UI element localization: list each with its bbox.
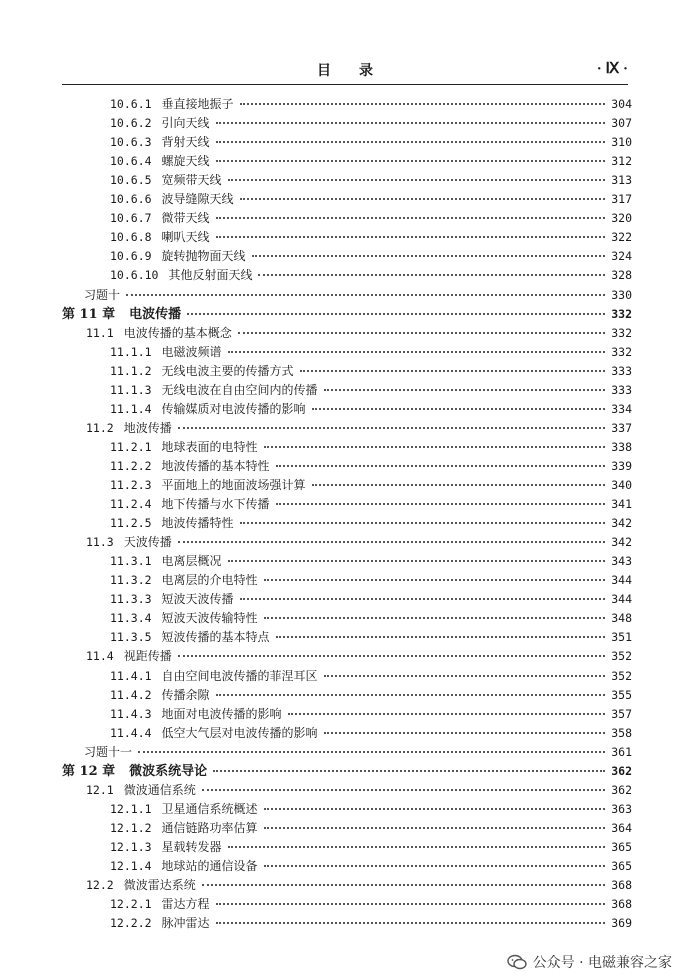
- entry-number: 10.6.8: [110, 230, 152, 245]
- dot-leader: [228, 179, 606, 181]
- entry-title: 地波传播的基本特性: [161, 458, 270, 473]
- entry-title: 短波传播的基本特点: [161, 630, 270, 645]
- watermark-text: 公众号 · 电磁兼容之家: [532, 955, 672, 971]
- dot-leader: [288, 713, 606, 715]
- subsection-entry[interactable]: [110, 114, 632, 132]
- entry-number: 12.1.3: [110, 839, 152, 854]
- dot-leader: [276, 503, 606, 505]
- subsection-entry[interactable]: [110, 247, 632, 265]
- entry-number: 10.6.10: [110, 268, 159, 283]
- page-title: 目 录: [317, 63, 373, 79]
- entry-title: 地波传播特性: [161, 516, 234, 531]
- dot-leader: [238, 332, 606, 334]
- entry-number: 11.2.2: [110, 458, 152, 473]
- dot-leader: [228, 560, 606, 562]
- entry-title: 卫星通信系统概述: [161, 801, 258, 816]
- entry-title: 无线电波主要的传播方式: [161, 363, 294, 378]
- entry-page: 334: [611, 401, 632, 416]
- dot-leader: [178, 655, 606, 657]
- entry-page: 317: [611, 192, 632, 207]
- entry-title: 地下传播与水下传播: [161, 497, 270, 512]
- dot-leader: [216, 236, 606, 238]
- entry-page: 322: [611, 230, 632, 245]
- entry-number: 11.2.1: [110, 439, 152, 454]
- entry-title: 背射天线: [161, 135, 210, 150]
- dot-leader: [276, 636, 606, 638]
- entry-number: 11.4: [86, 649, 114, 664]
- header-rule: [62, 84, 628, 85]
- entry-title: 低空大气层对电波传播的影响: [161, 725, 318, 740]
- entry-title: 螺旋天线: [161, 154, 210, 169]
- entry-page: 368: [611, 878, 632, 893]
- subsection-entry[interactable]: [110, 400, 632, 418]
- entry-page: 363: [611, 801, 632, 816]
- entry-number: 10.6.5: [110, 173, 152, 188]
- chapter-entry[interactable]: [62, 762, 632, 781]
- entry-number: 12.2.2: [110, 916, 152, 931]
- entry-number: 11.4.1: [110, 668, 152, 683]
- dot-leader: [216, 122, 606, 124]
- entry-page: 320: [611, 211, 632, 226]
- subsection-entry[interactable]: [110, 171, 632, 189]
- entry-number: 11.2.4: [110, 497, 152, 512]
- entry-title: 电离层的介电特性: [161, 573, 258, 588]
- entry-page: 310: [611, 135, 632, 150]
- entry-title: 雷达方程: [161, 897, 210, 912]
- entry-page: 312: [611, 154, 632, 169]
- entry-title: 喇叭天线: [161, 230, 210, 245]
- section-entry[interactable]: [86, 419, 632, 437]
- subsection-entry[interactable]: [110, 152, 632, 170]
- dot-leader: [216, 160, 606, 162]
- entry-number: 12.2: [86, 878, 114, 893]
- entry-page: 330: [611, 287, 632, 302]
- entry-page: 365: [611, 839, 632, 854]
- subsection-entry[interactable]: [110, 609, 632, 627]
- dot-leader: [300, 370, 606, 372]
- subsection-entry[interactable]: [110, 705, 632, 723]
- dot-leader: [324, 389, 606, 391]
- section-entry[interactable]: [86, 876, 632, 894]
- subsection-entry[interactable]: [110, 209, 632, 227]
- entry-number: 11.1.3: [110, 382, 152, 397]
- chapter-entry[interactable]: [62, 305, 632, 324]
- entry-page: 369: [611, 916, 632, 931]
- subsection-entry[interactable]: [110, 476, 632, 494]
- entry-title: 宽频带天线: [161, 173, 222, 188]
- entry-title: 微波通信系统: [123, 782, 196, 797]
- dot-leader: [202, 789, 606, 791]
- dot-leader: [228, 846, 606, 848]
- dot-leader: [138, 751, 605, 753]
- dot-leader: [264, 827, 606, 829]
- dot-leader: [264, 446, 606, 448]
- section-entry[interactable]: [86, 647, 632, 665]
- entry-page: 304: [611, 97, 632, 111]
- entry-title: 地波传播: [123, 420, 172, 435]
- entry-number: 10.6.4: [110, 154, 152, 169]
- subsection-entry[interactable]: [110, 667, 632, 685]
- dot-leader: [240, 198, 606, 200]
- entry-page: 332: [611, 306, 632, 321]
- entry-page: 307: [611, 116, 632, 131]
- entry-number: 11.2: [86, 420, 114, 435]
- entry-title: 电波传播: [129, 306, 182, 322]
- dot-leader: [264, 865, 606, 867]
- subsection-entry[interactable]: [110, 133, 632, 151]
- entry-title: 电波传播的基本概念: [123, 325, 232, 340]
- subsection-entry[interactable]: [110, 228, 632, 246]
- entry-page: 332: [611, 344, 632, 359]
- entry-title: 通信链路功率估算: [161, 820, 258, 835]
- entry-number: 10.6.6: [110, 192, 152, 207]
- dot-leader: [264, 808, 606, 810]
- subsection-entry[interactable]: [110, 552, 632, 570]
- entry-number: 11.1.4: [110, 401, 152, 416]
- entry-page: 351: [611, 630, 632, 645]
- dot-leader: [252, 255, 606, 257]
- subsection-entry[interactable]: [110, 857, 632, 875]
- entry-page: 344: [611, 573, 632, 588]
- entry-number: 10.6.3: [110, 135, 152, 150]
- subsection-entry[interactable]: [110, 800, 632, 818]
- entry-page: 343: [611, 554, 632, 569]
- entry-page: 344: [611, 592, 632, 607]
- subsection-entry[interactable]: [110, 457, 632, 475]
- dot-leader: [258, 274, 605, 276]
- exercise-entry[interactable]: [84, 286, 632, 304]
- subsection-entry[interactable]: [110, 381, 632, 399]
- entry-page: 337: [611, 420, 632, 435]
- entry-page: 324: [611, 249, 632, 264]
- entry-title: 旋转抛物面天线: [161, 249, 246, 264]
- entry-page: 342: [611, 535, 632, 550]
- dot-leader: [216, 141, 606, 143]
- entry-title: 垂直接地振子: [161, 97, 234, 111]
- entry-title: 视距传播: [123, 649, 172, 664]
- wechat-icon: [507, 954, 527, 970]
- entry-title: 短波天波传输特性: [161, 611, 258, 626]
- entry-page: 352: [611, 668, 632, 683]
- entry-page: 364: [611, 820, 632, 835]
- entry-title: 其他反射面天线: [168, 268, 253, 283]
- entry-page: 342: [611, 516, 632, 531]
- entry-number: 11.4.2: [110, 687, 152, 702]
- subsection-entry[interactable]: [110, 190, 632, 208]
- entry-number: 11.3.4: [110, 611, 152, 626]
- entry-page: 362: [611, 782, 632, 797]
- entry-title: 地面对电波传播的影响: [161, 706, 282, 721]
- entry-page: 339: [611, 458, 632, 473]
- subsection-entry[interactable]: [110, 438, 632, 456]
- section-entry[interactable]: [86, 781, 632, 799]
- entry-title: 脉冲雷达: [161, 916, 210, 931]
- entry-title: 自由空间电波传播的菲涅耳区: [161, 668, 318, 683]
- entry-number: 10.6.2: [110, 116, 152, 131]
- dot-leader: [276, 465, 606, 467]
- entry-title: 波导缝隙天线: [161, 192, 234, 207]
- entry-title: 习题十一: [84, 744, 133, 759]
- entry-title: 平面地上的地面波场强计算: [161, 478, 306, 492]
- dot-leader: [216, 217, 606, 219]
- entry-title: 传播余隙: [161, 687, 210, 702]
- entry-number: 11.3: [86, 535, 114, 550]
- entry-number: 11.3.3: [110, 592, 152, 607]
- subsection-entry[interactable]: [110, 724, 632, 742]
- entry-page: 358: [611, 725, 632, 740]
- entry-page: 333: [611, 363, 632, 378]
- entry-number: 11.4.3: [110, 706, 152, 721]
- entry-page: 352: [611, 649, 632, 664]
- entry-number: 11.1.2: [110, 363, 152, 378]
- entry-number: 11.1.1: [110, 344, 152, 359]
- entry-number: 11.3.5: [110, 630, 152, 645]
- entry-title: 星载转发器: [161, 839, 222, 854]
- dot-leader: [178, 427, 606, 429]
- dot-leader: [324, 675, 606, 677]
- subsection-entry[interactable]: [110, 495, 632, 513]
- entry-page: 340: [611, 478, 632, 492]
- entry-page: 362: [611, 763, 632, 778]
- entry-number: 10.6.1: [110, 97, 152, 111]
- entry-title: 电离层概况: [161, 554, 222, 569]
- page-header: [62, 58, 628, 80]
- entry-title: 微带天线: [161, 211, 210, 226]
- dot-leader: [216, 694, 606, 696]
- subsection-entry[interactable]: [110, 914, 632, 932]
- subsection-entry[interactable]: [110, 819, 632, 837]
- dot-leader: [178, 541, 606, 543]
- subsection-entry[interactable]: [110, 343, 632, 361]
- subsection-entry[interactable]: [110, 895, 632, 913]
- entry-title: 无线电波在自由空间内的传播: [161, 382, 318, 397]
- dot-leader: [324, 732, 606, 734]
- entry-number: 12.1.1: [110, 801, 152, 816]
- dot-leader: [228, 351, 606, 353]
- entry-number: 11.3.2: [110, 573, 152, 588]
- subsection-entry[interactable]: [110, 628, 632, 646]
- dot-leader: [187, 313, 605, 315]
- dot-leader: [264, 579, 606, 581]
- dot-leader: [240, 522, 606, 524]
- section-entry[interactable]: [86, 324, 632, 342]
- section-entry[interactable]: [86, 533, 632, 551]
- entry-number: 12.1.2: [110, 820, 152, 835]
- dot-leader: [216, 903, 606, 905]
- entry-page: 355: [611, 687, 632, 702]
- subsection-entry[interactable]: [110, 95, 632, 113]
- entry-number: 11.2.3: [110, 478, 152, 492]
- subsection-entry[interactable]: [110, 590, 632, 608]
- entry-number: 10.6.7: [110, 211, 152, 226]
- entry-number: 12.1: [86, 782, 114, 797]
- entry-number: 12.2.1: [110, 897, 152, 912]
- entry-page: 365: [611, 859, 632, 873]
- entry-title: 传输媒质对电波传播的影响: [161, 401, 306, 416]
- entry-page: 313: [611, 173, 632, 188]
- entry-title: 微波雷达系统: [123, 878, 196, 893]
- subsection-entry[interactable]: [110, 686, 632, 704]
- entry-number: 11.1: [86, 325, 114, 340]
- entry-page: 328: [611, 268, 632, 283]
- entry-page: 338: [611, 439, 632, 454]
- dot-leader: [240, 103, 606, 105]
- entry-number: 第 11 章: [62, 306, 116, 322]
- entry-title: 电磁波频谱: [161, 344, 222, 359]
- dot-leader: [312, 408, 606, 410]
- dot-leader: [216, 922, 606, 924]
- dot-leader: [264, 617, 606, 619]
- entry-page: 332: [611, 325, 632, 340]
- dot-leader: [126, 294, 605, 296]
- entry-title: 引向天线: [161, 116, 210, 131]
- subsection-entry[interactable]: [110, 266, 632, 284]
- entry-title: 地球站的通信设备: [161, 859, 258, 873]
- entry-page: 341: [611, 497, 632, 512]
- exercise-entry[interactable]: [84, 743, 632, 761]
- subsection-entry[interactable]: [110, 362, 632, 380]
- entry-page: 357: [611, 706, 632, 721]
- dot-leader: [312, 484, 606, 486]
- page-number: · Ⅸ ·: [596, 61, 628, 77]
- subsection-entry[interactable]: [110, 514, 632, 532]
- entry-title: 地球表面的电特性: [161, 439, 258, 454]
- entry-number: 10.6.9: [110, 249, 152, 264]
- subsection-entry[interactable]: [110, 838, 632, 856]
- entry-page: 348: [611, 611, 632, 626]
- dot-leader: [240, 598, 606, 600]
- dot-leader: [213, 770, 605, 772]
- entry-page: 333: [611, 382, 632, 397]
- entry-page: 361: [611, 744, 632, 759]
- entry-number: 11.2.5: [110, 516, 152, 531]
- entry-page: 368: [611, 897, 632, 912]
- entry-title: 微波系统导论: [129, 763, 208, 779]
- entry-title: 短波天波传播: [161, 592, 234, 607]
- entry-number: 11.3.1: [110, 554, 152, 569]
- subsection-entry[interactable]: [110, 571, 632, 589]
- watermark: [507, 952, 672, 972]
- entry-number: 11.4.4: [110, 725, 152, 740]
- dot-leader: [202, 884, 606, 886]
- entry-title: 天波传播: [123, 535, 172, 550]
- entry-title: 习题十: [84, 287, 121, 302]
- entry-number: 12.1.4: [110, 859, 152, 873]
- entry-number: 第 12 章: [62, 763, 116, 779]
